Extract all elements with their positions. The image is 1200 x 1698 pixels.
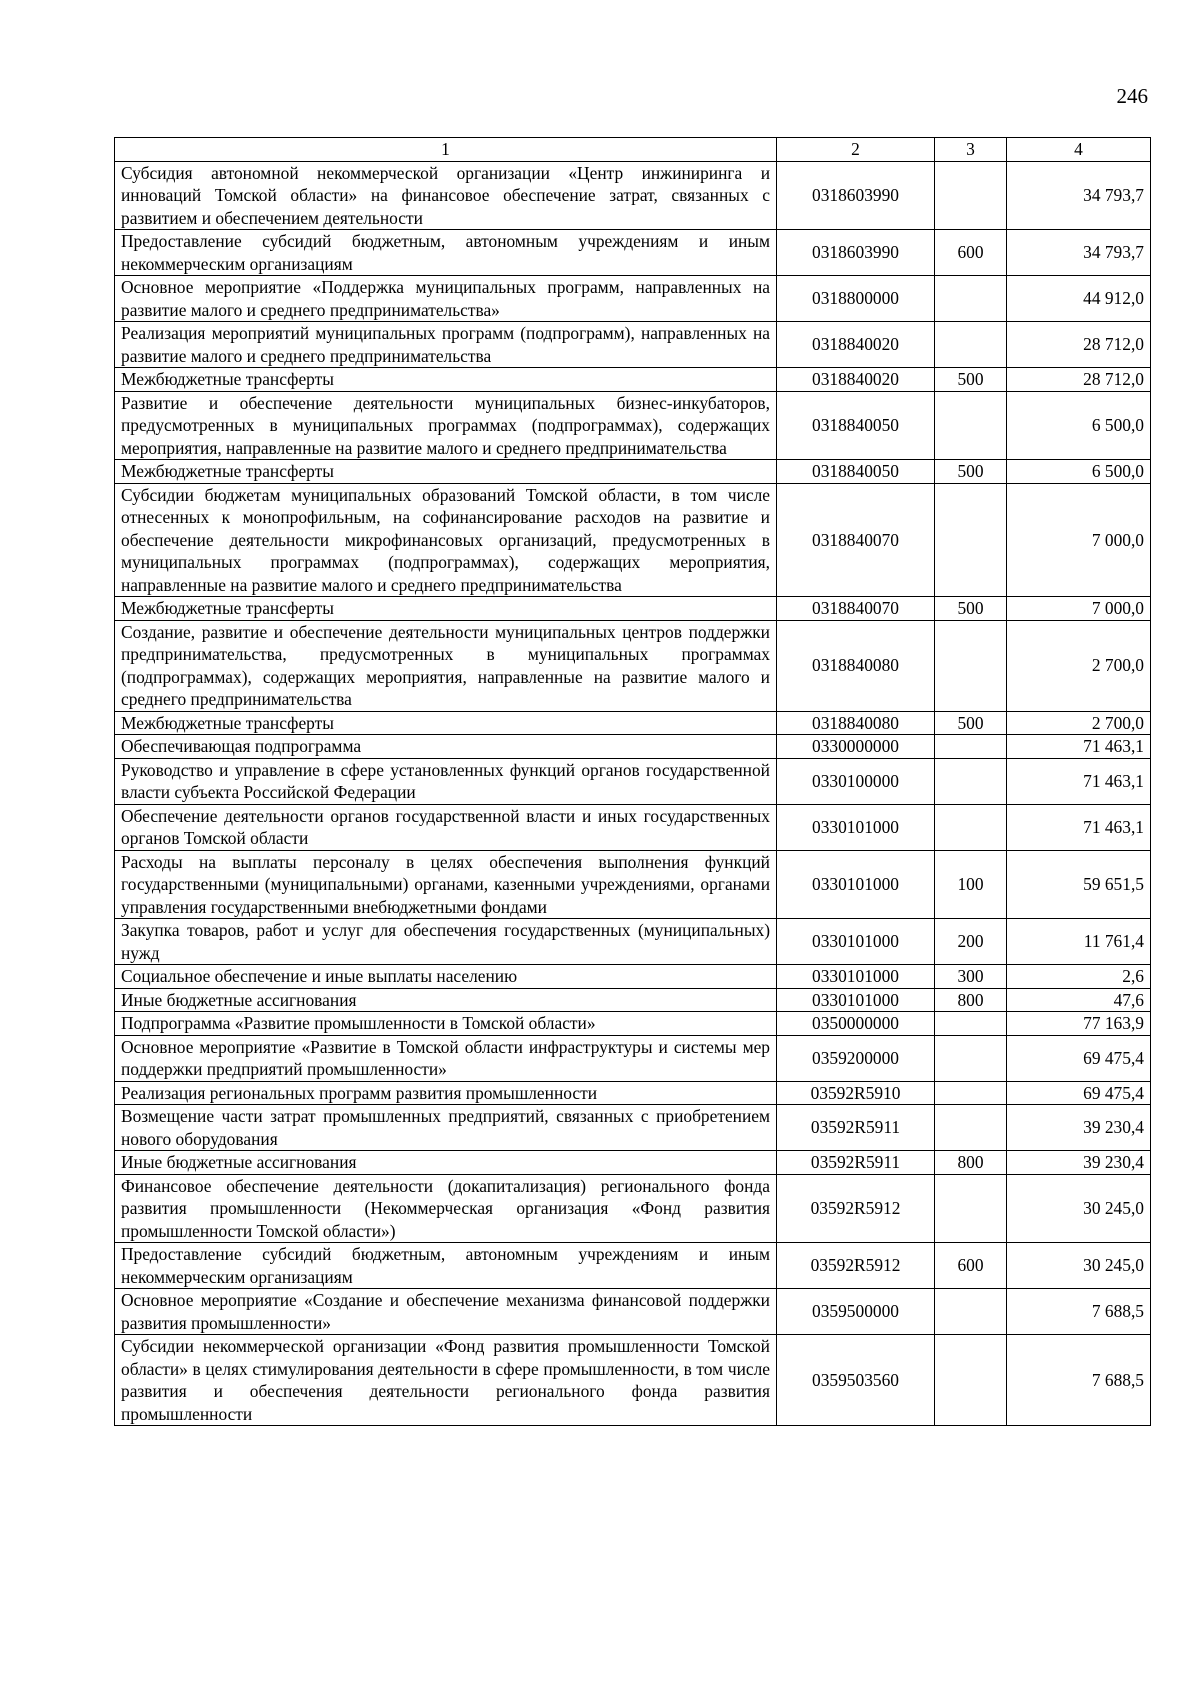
- page-number: 246: [1116, 84, 1148, 108]
- row-expense-type: [935, 620, 1007, 711]
- row-amount: 7 000,0: [1007, 597, 1151, 621]
- row-amount: 6 500,0: [1007, 391, 1151, 460]
- row-name: Обеспечение деятельности органов государственной власти и иных государственных органов Томской области: [115, 804, 777, 850]
- row-expense-type: 800: [935, 988, 1007, 1012]
- row-amount: 34 793,7: [1007, 230, 1151, 276]
- row-expense-type: 800: [935, 1151, 1007, 1175]
- row-name: Межбюджетные трансферты: [115, 597, 777, 621]
- row-code: 0359500000: [777, 1289, 935, 1335]
- row-code: 03592R5911: [777, 1151, 935, 1175]
- row-code: 0359503560: [777, 1335, 935, 1426]
- row-expense-type: 300: [935, 965, 1007, 989]
- row-name: Создание, развитие и обеспечение деятельности муниципальных центров поддержки предпринимательства, предусмотренных в муниципальных программах (подпрограммах), содержащих мероприятия, направленные на развитие малого и среднего предпринимательства: [115, 620, 777, 711]
- row-code: 0318840080: [777, 620, 935, 711]
- table-row: [115, 1289, 1151, 1335]
- row-code: 0330101000: [777, 804, 935, 850]
- row-expense-type: [935, 1081, 1007, 1105]
- table-row: [115, 1151, 1151, 1175]
- row-code: 0318840020: [777, 322, 935, 368]
- row-expense-type: [935, 1105, 1007, 1151]
- row-amount: 71 463,1: [1007, 804, 1151, 850]
- row-name: Субсидии некоммерческой организации «Фонд развития промышленности Томской области» в целях стимулирования деятельности в сфере промышленности, в том числе развития и обеспечения деятельности регионального фонда развития промышленности: [115, 1335, 777, 1426]
- row-amount: 59 651,5: [1007, 850, 1151, 919]
- row-amount: 7 688,5: [1007, 1289, 1151, 1335]
- table-row: [115, 391, 1151, 460]
- row-expense-type: [935, 483, 1007, 597]
- row-name: Предоставление субсидий бюджетным, автономным учреждениям и иным некоммерческим организациям: [115, 1243, 777, 1289]
- table-row: [115, 276, 1151, 322]
- row-expense-type: [935, 804, 1007, 850]
- row-name: Основное мероприятие «Развитие в Томской области инфраструктуры и системы мер поддержки предприятий промышленности»: [115, 1035, 777, 1081]
- row-expense-type: [935, 391, 1007, 460]
- row-expense-type: 500: [935, 597, 1007, 621]
- row-name: Предоставление субсидий бюджетным, автономным учреждениям и иным некоммерческим организациям: [115, 230, 777, 276]
- row-name: Субсидии бюджетам муниципальных образований Томской области, в том числе отнесенных к монопрофильным, на софинансирование расходов на развитие и обеспечение деятельности микрофинансовых организаций, предусмотренных в муниципальных программах (подпрограммах), содержащих мероприятия, направленные на развитие малого и среднего предпринимательства: [115, 483, 777, 597]
- row-name: Основное мероприятие «Поддержка муниципальных программ, направленных на развитие малого и среднего предпринимательства»: [115, 276, 777, 322]
- row-code: 0318603990: [777, 161, 935, 230]
- row-code: 03592R5911: [777, 1105, 935, 1151]
- row-code: 0318840080: [777, 711, 935, 735]
- row-amount: 30 245,0: [1007, 1174, 1151, 1243]
- row-amount: 69 475,4: [1007, 1035, 1151, 1081]
- row-expense-type: 200: [935, 919, 1007, 965]
- row-amount: 2 700,0: [1007, 620, 1151, 711]
- row-name: Иные бюджетные ассигнования: [115, 1151, 777, 1175]
- row-code: 0318840020: [777, 368, 935, 392]
- row-code: 0330000000: [777, 735, 935, 759]
- row-amount: 47,6: [1007, 988, 1151, 1012]
- row-name: Иные бюджетные ассигнования: [115, 988, 777, 1012]
- table-row: [115, 1035, 1151, 1081]
- row-expense-type: [935, 1035, 1007, 1081]
- row-amount: 39 230,4: [1007, 1151, 1151, 1175]
- header-col-1: 1: [115, 138, 777, 162]
- row-name: Финансовое обеспечение деятельности (докапитализация) регионального фонда развития промышленности (Некоммерческая организация «Фонд развития промышленности Томской области»): [115, 1174, 777, 1243]
- row-amount: 28 712,0: [1007, 368, 1151, 392]
- row-expense-type: [935, 1289, 1007, 1335]
- table-row: [115, 711, 1151, 735]
- row-code: 0318840050: [777, 391, 935, 460]
- row-code: 0318840070: [777, 597, 935, 621]
- table-row: [115, 1243, 1151, 1289]
- row-name: Основное мероприятие «Создание и обеспечение механизма финансовой поддержки развития промышленности»: [115, 1289, 777, 1335]
- table-row: [115, 919, 1151, 965]
- row-code: 0330100000: [777, 758, 935, 804]
- table-row: [115, 1105, 1151, 1151]
- row-expense-type: [935, 735, 1007, 759]
- row-amount: 11 761,4: [1007, 919, 1151, 965]
- table-row: [115, 735, 1151, 759]
- table-row: [115, 804, 1151, 850]
- row-expense-type: 500: [935, 368, 1007, 392]
- row-expense-type: [935, 322, 1007, 368]
- header-col-3: 3: [935, 138, 1007, 162]
- row-code: 0318840070: [777, 483, 935, 597]
- row-amount: 30 245,0: [1007, 1243, 1151, 1289]
- row-amount: 69 475,4: [1007, 1081, 1151, 1105]
- table-body: [115, 161, 1151, 1426]
- table-row: [115, 483, 1151, 597]
- row-expense-type: [935, 758, 1007, 804]
- row-name: Возмещение части затрат промышленных предприятий, связанных с приобретением нового оборудования: [115, 1105, 777, 1151]
- row-amount: 28 712,0: [1007, 322, 1151, 368]
- budget-table: [114, 137, 1151, 1426]
- table-row: [115, 850, 1151, 919]
- row-expense-type: [935, 161, 1007, 230]
- row-name: Межбюджетные трансферты: [115, 368, 777, 392]
- row-name: Расходы на выплаты персоналу в целях обеспечения выполнения функций государственными (муниципальными) органами, казенными учреждениями, органами управления государственными внебюджетными фондами: [115, 850, 777, 919]
- row-name: Развитие и обеспечение деятельности муниципальных бизнес-инкубаторов, предусмотренных в муниципальных программах (подпрограммах), содержащих мероприятия, направленные на развитие малого и среднего предпринимательства: [115, 391, 777, 460]
- row-code: 03592R5912: [777, 1174, 935, 1243]
- row-name: Субсидия автономной некоммерческой организации «Центр инжиниринга и инноваций Томской области» на финансовое обеспечение затрат, связанных с развитием и обеспечением деятельности: [115, 161, 777, 230]
- row-code: 0330101000: [777, 850, 935, 919]
- row-expense-type: 600: [935, 230, 1007, 276]
- row-code: 0359200000: [777, 1035, 935, 1081]
- table-row: [115, 988, 1151, 1012]
- row-expense-type: 500: [935, 711, 1007, 735]
- table-row: [115, 460, 1151, 484]
- row-expense-type: [935, 1012, 1007, 1036]
- row-amount: 44 912,0: [1007, 276, 1151, 322]
- row-expense-type: [935, 276, 1007, 322]
- table-row: [115, 965, 1151, 989]
- row-code: 03592R5910: [777, 1081, 935, 1105]
- row-amount: 7 000,0: [1007, 483, 1151, 597]
- row-code: 0350000000: [777, 1012, 935, 1036]
- table-row: [115, 230, 1151, 276]
- row-name: Руководство и управление в сфере установленных функций органов государственной власти субъекта Российской Федерации: [115, 758, 777, 804]
- row-name: Межбюджетные трансферты: [115, 460, 777, 484]
- row-code: 0330101000: [777, 919, 935, 965]
- table-row: [115, 161, 1151, 230]
- row-amount: 71 463,1: [1007, 758, 1151, 804]
- row-expense-type: 500: [935, 460, 1007, 484]
- header-col-4: 4: [1007, 138, 1151, 162]
- row-expense-type: [935, 1174, 1007, 1243]
- table-row: [115, 620, 1151, 711]
- header-row: [115, 138, 1151, 162]
- row-expense-type: [935, 1335, 1007, 1426]
- row-name: Реализация мероприятий муниципальных программ (подпрограмм), направленных на развитие малого и среднего предпринимательства: [115, 322, 777, 368]
- row-name: Обеспечивающая подпрограмма: [115, 735, 777, 759]
- row-code: 0330101000: [777, 965, 935, 989]
- row-expense-type: 100: [935, 850, 1007, 919]
- table-row: [115, 368, 1151, 392]
- row-name: Закупка товаров, работ и услуг для обеспечения государственных (муниципальных) нужд: [115, 919, 777, 965]
- table-row: [115, 1174, 1151, 1243]
- row-code: 0318840050: [777, 460, 935, 484]
- table-row: [115, 758, 1151, 804]
- row-code: 0318800000: [777, 276, 935, 322]
- row-amount: 6 500,0: [1007, 460, 1151, 484]
- table-row: [115, 1335, 1151, 1426]
- row-amount: 39 230,4: [1007, 1105, 1151, 1151]
- row-name: Реализация региональных программ развития промышленности: [115, 1081, 777, 1105]
- row-name: Межбюджетные трансферты: [115, 711, 777, 735]
- row-amount: 2,6: [1007, 965, 1151, 989]
- table-row: [115, 1081, 1151, 1105]
- table-row: [115, 322, 1151, 368]
- row-code: 03592R5912: [777, 1243, 935, 1289]
- header-col-2: 2: [777, 138, 935, 162]
- row-amount: 2 700,0: [1007, 711, 1151, 735]
- row-code: 0318603990: [777, 230, 935, 276]
- row-amount: 71 463,1: [1007, 735, 1151, 759]
- table-row: [115, 597, 1151, 621]
- row-name: Социальное обеспечение и иные выплаты населению: [115, 965, 777, 989]
- row-code: 0330101000: [777, 988, 935, 1012]
- row-expense-type: 600: [935, 1243, 1007, 1289]
- row-amount: 34 793,7: [1007, 161, 1151, 230]
- row-amount: 7 688,5: [1007, 1335, 1151, 1426]
- row-amount: 77 163,9: [1007, 1012, 1151, 1036]
- row-name: Подпрограмма «Развитие промышленности в Томской области»: [115, 1012, 777, 1036]
- table-row: [115, 1012, 1151, 1036]
